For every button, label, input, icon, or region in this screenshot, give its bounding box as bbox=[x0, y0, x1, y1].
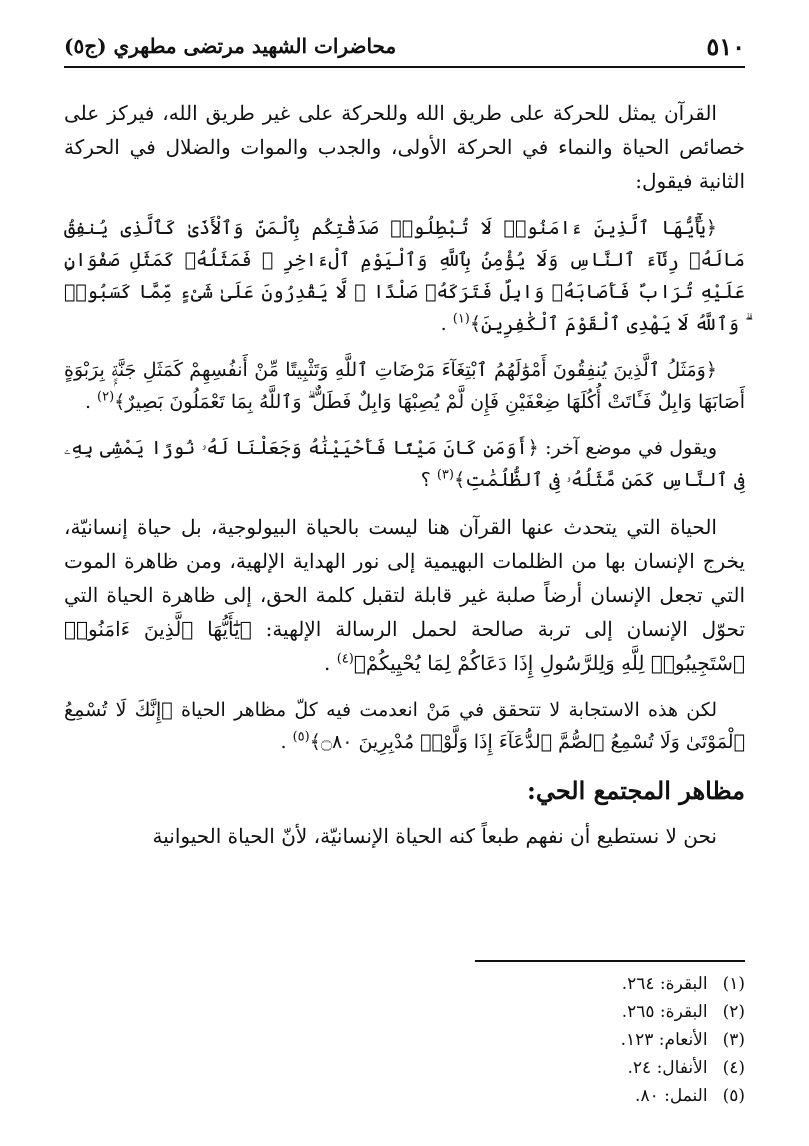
paragraph-living-society: نحن لا نستطيع أن نفهم طبعاً كنه الحياة الإنسانيّة، لأنّ الحياة الحيوانية bbox=[152, 824, 717, 848]
footnote-number: (٢) bbox=[722, 1002, 745, 1022]
footnote-divider bbox=[475, 960, 745, 962]
verse-text: ﴿يَٰٓأَيُّهَا ٱلَّذِينَ ءَامَنُوا۟ ٱسْتَجِيبُوا۟ لِلَّهِ وَلِلرَّسُولِ إِذَا دَعَاكُمْ لِمَا يُحْيِيكُمْ﴾ bbox=[64, 617, 745, 675]
punctuation: . bbox=[280, 731, 287, 753]
footnote-number: (٥) bbox=[722, 1086, 745, 1106]
footnote-item bbox=[64, 1026, 745, 1054]
punctuation: . bbox=[323, 651, 331, 675]
footnote-reference: (٣) bbox=[436, 467, 454, 483]
punctuation: ؟ bbox=[420, 469, 431, 491]
footnote-reference: (٢) bbox=[97, 389, 115, 405]
footnote-number: (٣) bbox=[722, 1030, 745, 1050]
footnote-number: (١) bbox=[722, 974, 745, 994]
page-number: ٥١٠ bbox=[706, 31, 745, 61]
page-header bbox=[64, 26, 745, 68]
quran-verse-1 bbox=[64, 212, 745, 340]
paragraph-response bbox=[64, 694, 745, 758]
paragraph-life-meaning bbox=[64, 510, 745, 680]
footnote-item bbox=[64, 1082, 745, 1110]
section-heading: مظاهر المجتمع الحي: bbox=[526, 776, 745, 805]
footnote-text: البقرة: ٢٦٥. bbox=[621, 1002, 708, 1022]
footnote-reference: (٥) bbox=[292, 729, 310, 745]
footnote-item bbox=[64, 998, 745, 1026]
punctuation: . bbox=[440, 313, 447, 335]
footnote-item bbox=[64, 970, 745, 998]
paragraph-another-place bbox=[64, 432, 745, 496]
intro-text: ويقول في موضع آخر: bbox=[545, 437, 718, 459]
verse-text: ﴿أَوَمَن كَانَ مَيْتًا فَأَحْيَيْنَٰهُ وَجَعَلْنَا لَهُۥ نُورًا يَمْشِى بِهِۦ فِى ٱلنَّاسِ كَمَن مَّثَلُهُۥ فِى ٱلظُّلُمَٰتِ﴾ bbox=[64, 437, 745, 491]
footnote-number: (٤) bbox=[722, 1058, 745, 1078]
footnote-text: الأنعام: ١٢٣. bbox=[620, 1030, 708, 1050]
body-text bbox=[64, 96, 745, 867]
footnote-text: البقرة: ٢٦٤. bbox=[621, 974, 708, 994]
verse-text: ﴿يَٰٓأَيُّهَا ٱلَّذِينَ ءَامَنُوا۟ لَا تُبْطِلُوا۟ صَدَقَٰتِكُم بِٱلْمَنِّ وَٱلْأَذَىٰ كَٱلَّذِى يُنفِقُ مَالَهُۥ رِئَآءَ ٱلنَّاسِ وَلَا يُؤْمِنُ بِٱللَّهِ وَٱلْيَوْمِ ٱلْءَاخِرِ ۖ فَمَثَلُهُۥ كَمَثَلِ صَفْوَانٍ عَلَيْهِ تُرَابٌ فَأَصَابَهُۥ وَابِلٌ فَتَرَكَهُۥ صَلْدًا ۖ لَّا يَقْدِرُونَ عَلَىٰ شَىْءٍ مِّمَّا كَسَبُوا۟ ۗ وَٱللَّهُ لَا يَهْدِى ٱلْقَوْمَ ٱلْكَٰفِرِينَ﴾ bbox=[64, 217, 746, 335]
footnote-text: النمل: ٨٠. bbox=[635, 1086, 708, 1106]
paragraph-intro: القرآن يمثل للحركة على طريق الله وللحركة على غير طريق الله، فيركز على خصائص الحياة والنماء في الحركة الأولى، والجدب والموات والضلال في الحركة الثانية فيقول: bbox=[64, 101, 745, 193]
footnote-reference: (١) bbox=[452, 311, 470, 327]
paragraph-text: الحياة التي يتحدث عنها القرآن هنا ليست بالحياة البيولوجية، بل حياة إنسانيّة، يخرج الإنسان بها من الظلمات البهيمية إلى نور الهداية الإلهية، ومن ظاهرة الموت التي تجعل الإنسان أرضاً صلبة غير قابلة لتقبل كلمة الحق، إلى ظاهرة الحياة التي تحوّل الإنسان إلى تربة صالحة لحمل الرسالة الإلهية: bbox=[64, 515, 746, 641]
verse-text: ﴿إِنَّكَ لَا تُسْمِعُ ٱلْمَوْتَىٰ وَلَا تُسْمِعُ ٱلصُّمَّ ٱلدُّعَآءَ إِذَا وَلَّوْا۟ مُدْبِرِينَ ۝٨٠﴾ bbox=[64, 699, 745, 753]
running-title: محاضرات الشهيد مرتضى مطهري (ج٥) bbox=[64, 34, 397, 58]
footnotes-list bbox=[64, 970, 745, 1110]
quran-verse-2 bbox=[64, 354, 745, 418]
verse-text: ﴿وَمَثَلُ ٱلَّذِينَ يُنفِقُونَ أَمْوَٰلَهُمُ ٱبْتِغَآءَ مَرْضَاتِ ٱللَّهِ وَتَثْبِيتًا مِّنْ أَنفُسِهِمْ كَمَثَلِ جَنَّةٍۭ بِرَبْوَةٍ أَصَابَهَا وَابِلٌ فَـَٔاتَتْ أُكُلَهَا ضِعْفَيْنِ فَإِن لَّمْ يُصِبْهَا وَابِلٌ فَطَلٌّ ۗ وَٱللَّهُ بِمَا تَعْمَلُونَ بَصِيرٌ﴾ bbox=[64, 359, 745, 413]
punctuation: . bbox=[84, 391, 91, 413]
footnote-item bbox=[64, 1054, 745, 1082]
paragraph-text: لكن هذه الاستجابة لا تتحقق في مَنْ انعدمت فيه كلّ مظاهر الحياة bbox=[181, 699, 718, 721]
footnote-text: الأنفال: ٢٤. bbox=[627, 1058, 708, 1078]
footnote-reference: (٤) bbox=[336, 651, 354, 667]
